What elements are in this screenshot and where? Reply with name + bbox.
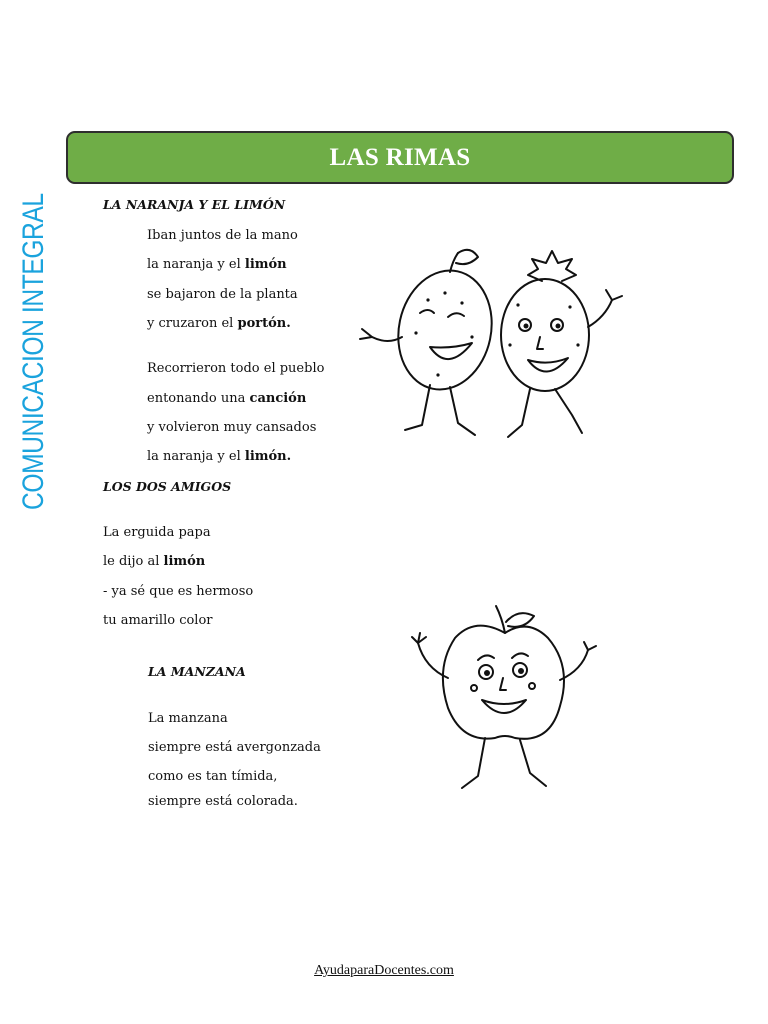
poem1-line: la naranja y el limón.	[147, 449, 292, 464]
poem1-line: entonando una canción	[147, 391, 307, 406]
poem2-line: tu amarillo color	[103, 613, 213, 628]
poem1-line: se bajaron de la planta	[147, 287, 298, 302]
poem3-line: La manzana	[148, 711, 228, 726]
poem3-line: siempre está avergonzada	[148, 740, 321, 755]
footer-link[interactable]: AyudaparaDocentes.com	[314, 963, 454, 978]
poem3-line: siempre está colorada.	[148, 794, 298, 809]
poem-title-amigos: LOS DOS AMIGOS	[103, 479, 232, 494]
apple-illustration	[400, 598, 610, 808]
poem1-line: Iban juntos de la mano	[147, 228, 298, 243]
poem-title-manzana: LA MANZANA	[148, 664, 246, 679]
poem3-line: como es tan tímida,	[148, 769, 278, 784]
side-title: COMUNICACION INTEGRAL	[17, 193, 50, 510]
poem2-line: La erguida papa	[103, 525, 211, 540]
page-title: LAS RIMAS	[329, 143, 471, 171]
poem1-line: Recorrieron todo el pueblo	[147, 361, 325, 376]
title-banner	[66, 131, 734, 184]
poem1-line: y volvieron muy cansados	[147, 420, 317, 435]
orange-and-lemon-illustration	[350, 245, 640, 445]
poem2-line: le dijo al limón	[103, 554, 206, 569]
poem2-line: - ya sé que es hermoso	[103, 584, 254, 599]
poem-title-naranja: LA NARANJA Y EL LIMÓN	[103, 197, 286, 212]
poem1-line: la naranja y el limón	[147, 257, 287, 272]
poem1-line: y cruzaron el portón.	[147, 316, 291, 331]
